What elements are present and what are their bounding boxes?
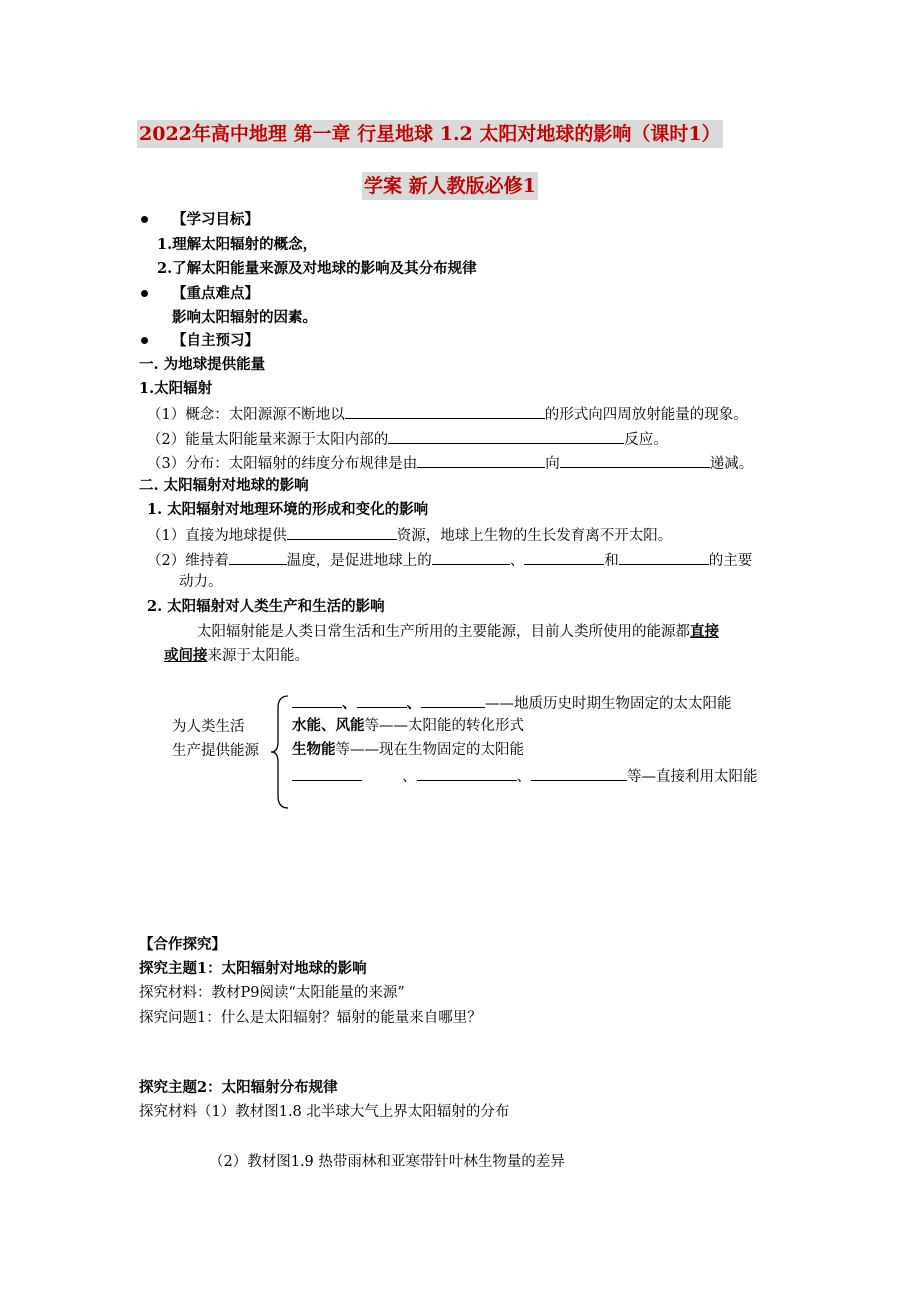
resource-line: （1）直接为地球提供 资源，地球上生物的生长发育离不开太阳。 xyxy=(147,524,672,546)
distribution-line: （3）分布：太阳辐射的纬度分布规律是由 向 递减。 xyxy=(147,452,753,474)
blank-fossil-3[interactable] xyxy=(421,692,485,708)
blank-circulation-3[interactable] xyxy=(619,549,709,565)
topic-2-material-2: （2）教材图1.9 热带雨林和亚寒带针叶林生物量的差异 xyxy=(209,1154,565,1170)
topic-1-material: 探究材料：教材P9阅读“太阳能量的来源” xyxy=(139,985,405,1001)
energy-row-hydro-wind: 水能、风能等——太阳能的转化形式 xyxy=(292,717,524,734)
blank-direct-3[interactable] xyxy=(531,765,627,781)
topic-1-heading: 探究主题1：太阳辐射对地球的影响 xyxy=(139,960,367,977)
human-energy-para-line2: 或间接来源于太阳能。 xyxy=(164,647,309,664)
goals-item-1: 1.理解太阳辐射的概念， xyxy=(157,236,318,253)
preview-heading: 【自主预习】 xyxy=(172,332,259,349)
blank-fossil-1[interactable] xyxy=(292,692,342,708)
blank-concept[interactable] xyxy=(345,403,545,419)
energy-label-line2: 生产提供能源 xyxy=(172,743,259,759)
maintain-line-cont: 动力。 xyxy=(179,574,223,590)
topic-2-heading: 探究主题2：太阳辐射分布规律 xyxy=(139,1079,338,1096)
blank-fossil-2[interactable] xyxy=(357,692,407,708)
blank-circulation-1[interactable] xyxy=(432,549,510,565)
bullet-goals xyxy=(141,216,148,223)
blank-direct-1[interactable] xyxy=(292,765,362,781)
blank-to[interactable] xyxy=(560,452,710,468)
human-energy-para-line1: 太阳辐射能是人类日常生活和生产所用的主要能源，目前人类所使用的能源都直接 xyxy=(197,623,719,640)
key-heading: 【重点难点】 xyxy=(172,285,259,302)
goals-heading: 【学习目标】 xyxy=(172,211,259,228)
concept-line: （1）概念：太阳源源不断地以 的形式向四周放射能量的现象。 xyxy=(147,403,748,425)
blank-reaction[interactable] xyxy=(388,428,624,444)
subsection-2-heading: 1. 太阳辐射对地理环境的形成和变化的影响 xyxy=(147,501,429,518)
curly-brace xyxy=(268,694,292,810)
topic-1-question: 探究问题1：什么是太阳辐射？辐射的能量来自哪里？ xyxy=(139,1010,482,1026)
blank-direct-2[interactable] xyxy=(417,765,517,781)
bullet-preview xyxy=(141,337,148,344)
subsection-1-heading: 1.太阳辐射 xyxy=(139,380,213,397)
energy-row-direct: 、 、 等—直接利用太阳能 xyxy=(292,765,758,787)
bullet-key xyxy=(141,290,148,297)
section-1-heading: 一. 为地球提供能量 xyxy=(139,356,266,373)
maintain-line: （2）维持着 温度，是促进地球上的 、 和 的主要 xyxy=(147,549,752,571)
key-text: 影响太阳辐射的因素。 xyxy=(172,309,317,326)
blank-from[interactable] xyxy=(417,452,545,468)
page-title-line1: 2022年高中地理 第一章 行星地球 1.2 太阳对地球的影响（课时1） xyxy=(137,120,723,148)
energy-row-biomass: 生物能等——现在生物固定的太阳能 xyxy=(292,741,524,758)
blank-circulation-2[interactable] xyxy=(524,549,604,565)
energy-label-line1: 为人类生活 xyxy=(172,719,245,735)
topic-2-material-1: 探究材料（1）教材图1.8 北半球大气上界太阳辐射的分布 xyxy=(139,1104,510,1120)
blank-temperature[interactable] xyxy=(229,549,287,565)
energy-row-fossil: 、 、 ——地质历史时期生物固定的太太阳能 xyxy=(292,692,732,714)
subsection-3-heading: 2. 太阳辐射对人类生产和生活的影响 xyxy=(147,598,385,615)
section-2-heading: 二. 太阳辐射对地球的影响 xyxy=(139,477,309,494)
page-title-line2: 学案 新人教版必修1 xyxy=(362,172,538,200)
goals-item-2: 2.了解太阳能量来源及对地球的影响及其分布规律 xyxy=(157,260,477,277)
coop-heading: 【合作探究】 xyxy=(139,936,226,953)
energy-source-line: （2）能量太阳能量来源于太阳内部的 反应。 xyxy=(147,428,668,450)
blank-resource[interactable] xyxy=(287,524,397,540)
